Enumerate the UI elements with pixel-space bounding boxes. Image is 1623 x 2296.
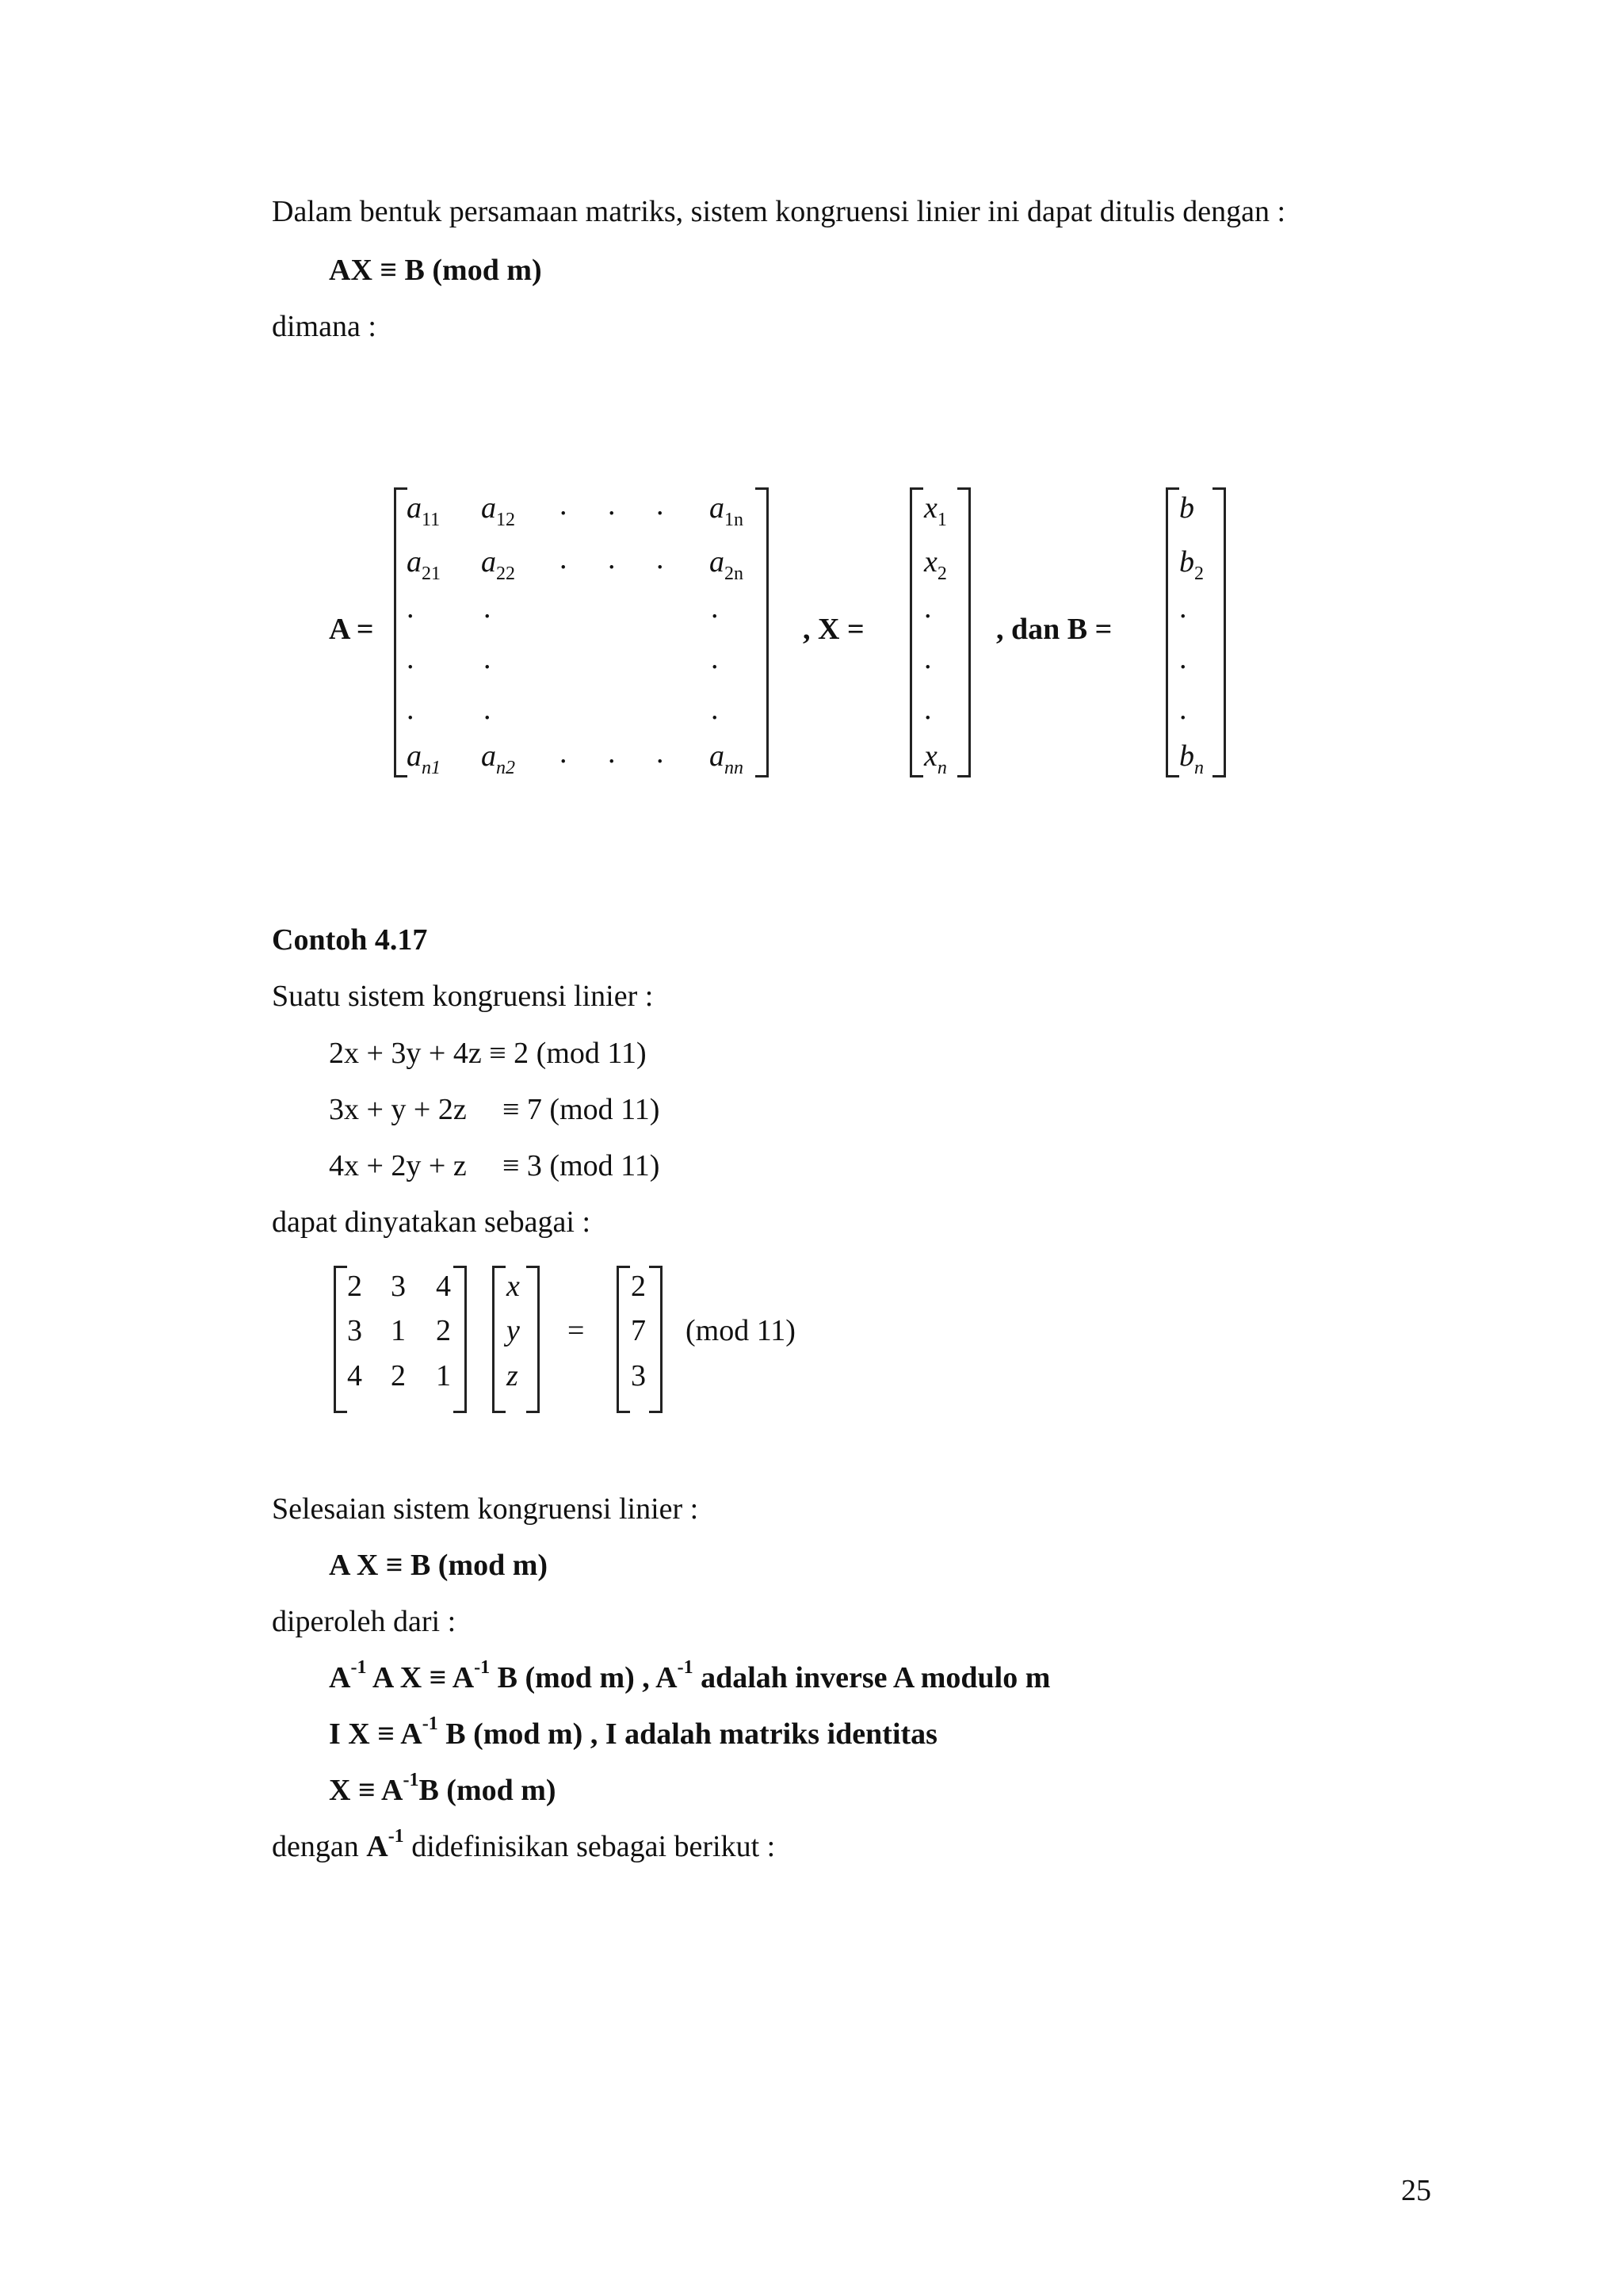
matrix-a-left-bracket (394, 487, 407, 777)
solution-closing: dengan $A^{-1}$ didefinisikan sebagai berikut : (272, 1826, 776, 1863)
vars-left-bracket (492, 1266, 506, 1413)
matrix-b-label: , dan B = (996, 613, 1113, 646)
coef-cell: 1 (436, 1359, 451, 1392)
coef-left-bracket (334, 1266, 347, 1413)
var-cell: y (506, 1314, 520, 1347)
a-entry-nn: $a_{nn}$ (709, 739, 743, 778)
a-entry-n1: $a_{n1}$ (407, 739, 441, 778)
matrix-x-label: , X = (803, 613, 865, 646)
example-eq3-rhs: ≡ 3 (mod 11) (502, 1149, 660, 1182)
a-dot: . (559, 736, 567, 770)
var-cell: z (506, 1359, 518, 1392)
a-entry-11: $a_{11}$ (407, 491, 441, 530)
x-dot: . (924, 642, 932, 675)
example-eq2-rhs: ≡ 7 (mod 11) (502, 1093, 660, 1126)
x-entry-2: $x_2$ (924, 545, 947, 584)
example-eq2: 3x + y + 2z (329, 1093, 467, 1126)
matrix-b-right-bracket (1212, 487, 1226, 777)
coef-cell: 3 (391, 1270, 406, 1303)
x-dot: . (924, 693, 932, 726)
coef-right-bracket (453, 1266, 467, 1413)
a-dot: . (407, 642, 414, 675)
a-dot: . (711, 591, 719, 625)
matrix-x-right-bracket (957, 487, 971, 777)
a-dot: . (608, 736, 616, 770)
solution-from: diperoleh dari : (272, 1605, 456, 1638)
x-entry-n: $x_n$ (924, 739, 947, 778)
page-number: 25 (1401, 2174, 1431, 2207)
a-dot: . (483, 642, 491, 675)
solution-step-3: $X \equiv A^{-1}B$ (mod m) (329, 1770, 556, 1807)
a-dot: . (559, 542, 567, 575)
a-entry-1n: $a_{1n}$ (709, 491, 743, 530)
b-entry-1: b (1179, 491, 1194, 525)
vars-right-bracket (526, 1266, 540, 1413)
a-entry-n2: $a_{n2}$ (481, 739, 515, 778)
x-dot: . (924, 591, 932, 625)
a-dot: . (711, 693, 719, 726)
b-dot: . (1179, 642, 1187, 675)
solution-lead: Selesaian sistem kongruensi linier : (272, 1492, 699, 1526)
mod-label: (mod 11) (685, 1314, 796, 1347)
a-dot: . (656, 542, 664, 575)
matrix-a-label: A = (329, 613, 374, 646)
a-dot: . (656, 736, 664, 770)
intro-text: Dalam bentuk persamaan matriks, sistem kongruensi linier ini dapat ditulis dengan : (272, 195, 1286, 228)
dimana-label: dimana : (272, 310, 376, 343)
coef-cell: 2 (436, 1314, 451, 1347)
coef-cell: 4 (347, 1359, 362, 1392)
a-dot: . (608, 488, 616, 521)
a-dot: . (483, 693, 491, 726)
matrix-a-right-bracket (755, 487, 769, 777)
rhs-right-bracket (649, 1266, 663, 1413)
var-cell: x (506, 1270, 520, 1303)
example-stated: dapat dinyatakan sebagai : (272, 1205, 591, 1239)
a-entry-12: $a_{12}$ (481, 491, 515, 530)
rhs-cell: 2 (631, 1270, 646, 1303)
a-entry-21: $a_{21}$ (407, 545, 441, 584)
b-dot: . (1179, 591, 1187, 625)
rhs-left-bracket (617, 1266, 630, 1413)
b-entry-2: $b_2$ (1179, 545, 1204, 584)
solution-eq: A X ≡ B (mod m) (329, 1549, 548, 1582)
equals-sign: = (567, 1314, 585, 1347)
matrix-x-left-bracket (910, 487, 923, 777)
example-lead: Suatu sistem kongruensi linier : (272, 980, 654, 1013)
coef-cell: 2 (347, 1270, 362, 1303)
solution-step-1: $A^{-1}$ A $X \equiv A^{-1}$ B (mod m) , $A^{-1}$ adalah inverse A modulo m (329, 1657, 1051, 1694)
example-eq3: 4x + 2y + z (329, 1149, 467, 1182)
coef-cell: 4 (436, 1270, 451, 1303)
a-dot: . (483, 591, 491, 625)
a-dot: . (656, 488, 664, 521)
coef-cell: 3 (347, 1314, 362, 1347)
x-entry-1: $x_1$ (924, 491, 947, 530)
a-dot: . (559, 488, 567, 521)
coef-cell: 2 (391, 1359, 406, 1392)
a-entry-2n: $a_{2n}$ (709, 545, 743, 584)
example-eq1: 2x + 3y + 4z ≡ 2 (mod 11) (329, 1037, 647, 1070)
a-entry-22: $a_{22}$ (481, 545, 515, 584)
rhs-cell: 3 (631, 1359, 646, 1392)
a-dot: . (407, 591, 414, 625)
coef-cell: 1 (391, 1314, 406, 1347)
main-equation: AX ≡ B (mod m) (329, 254, 542, 287)
solution-step-2: I $X \equiv A^{-1}$ B (mod m) , I adalah matriks identitas (329, 1713, 938, 1751)
b-entry-n: $b_n$ (1179, 739, 1204, 778)
a-dot: . (407, 693, 414, 726)
a-dot: . (711, 642, 719, 675)
matrix-b-left-bracket (1166, 487, 1179, 777)
b-dot: . (1179, 693, 1187, 726)
example-title: Contoh 4.17 (272, 923, 428, 957)
rhs-cell: 7 (631, 1314, 646, 1347)
a-dot: . (608, 542, 616, 575)
